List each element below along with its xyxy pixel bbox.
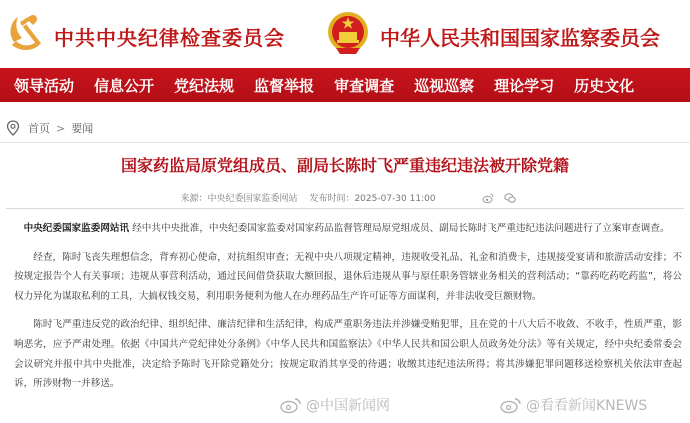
article-meta bbox=[0, 191, 690, 204]
breadcrumb bbox=[6, 120, 93, 136]
article-paragraph-1-text: 经中共中央批准，中央纪委国家监委对国家药品监督管理局原党组成员、副局长陈时飞严重违纪违法问题进行了立案审查调查。 bbox=[129, 223, 670, 234]
nav-item-leadership[interactable]: 领导活动 bbox=[14, 76, 75, 95]
nav-item-theory[interactable]: 理论学习 bbox=[494, 76, 555, 95]
main-nav bbox=[0, 68, 690, 102]
nav-item-regulations[interactable]: 党纪法规 bbox=[174, 76, 235, 95]
article-paragraph-3: 陈时飞严重违反党的政治纪律、组织纪律、廉洁纪律和生活纪律，构成严重职务违法并涉嫌受贿犯罪，且在党的十八大后不收敛、不收手，性质严重，影响恶劣，应予严肃处理。依据《中国共产党纪律处分条例》《中华人民共和国监察法》《中华人民共和国公职人员政务处分法》等有关规定，经中央纪委常委会会议研究并报中共中央批准，决定给予陈时飞开除党籍处分；按规定取消其享受的待遇；收缴其违纪违法所得；将其涉嫌犯罪问题移送检察机关依法审查起诉，所涉财物一并移送。 bbox=[14, 319, 682, 390]
breadcrumb-current-link[interactable]: 要闻 bbox=[71, 122, 94, 135]
weibo-logo-icon bbox=[500, 396, 522, 414]
weibo-logo-icon bbox=[280, 396, 302, 414]
nav-item-info-disclosure[interactable]: 信息公开 bbox=[94, 76, 155, 95]
header-divider bbox=[0, 142, 690, 143]
party-emblem-icon bbox=[6, 12, 46, 54]
share-tools bbox=[472, 192, 516, 204]
watermark-chinanews-text: @中国新闻网 bbox=[306, 398, 390, 414]
nav-item-report[interactable]: 监督举报 bbox=[254, 76, 315, 95]
article-lead: 中央纪委国家监委网站讯 bbox=[23, 223, 130, 234]
meta-divider bbox=[6, 208, 684, 209]
breadcrumb-separator: > bbox=[56, 121, 66, 135]
location-pin-icon bbox=[6, 120, 20, 136]
nav-item-history[interactable]: 历史文化 bbox=[574, 76, 635, 95]
watermark-chinanews bbox=[280, 395, 390, 415]
article-source: 来源：中央纪委国家监委网站 bbox=[180, 194, 298, 204]
article-body bbox=[14, 219, 682, 403]
state-emblem-icon bbox=[326, 10, 370, 56]
org-title-right: 中华人民共和国国家监察委员会 bbox=[380, 26, 660, 50]
article-date: 发布时间：2025-07-30 11:00 bbox=[309, 194, 436, 204]
breadcrumb-home-link[interactable]: 首页 bbox=[28, 122, 50, 135]
watermark-knews bbox=[500, 395, 647, 415]
article-title: 国家药监局原党组成员、副局长陈时飞严重违纪违法被开除党籍 bbox=[120, 156, 569, 175]
site-header bbox=[0, 0, 690, 68]
org-title-left: 中共中央纪律检查委员会 bbox=[54, 26, 285, 50]
nav-item-investigation[interactable]: 审查调查 bbox=[334, 76, 395, 95]
watermark-knews-text: @看看新闻KNEWS bbox=[526, 398, 648, 414]
article-paragraph-1 bbox=[14, 219, 682, 239]
nav-item-inspection[interactable]: 巡视巡察 bbox=[414, 76, 475, 95]
wechat-share-icon[interactable] bbox=[504, 192, 516, 204]
weibo-share-icon[interactable] bbox=[482, 192, 494, 204]
article-paragraph-2: 经查，陈时飞丧失理想信念，背弃初心使命，对抗组织审查；无视中央八项规定精神，违规收受礼品、礼金和消费卡，违规接受宴请和旅游活动安排；不按规定报告个人有关事项；违规从事营利活动，通过民间借贷获取大额回报，退休后违规从事与原任职务管辖业务相关的营利活动；“靠药吃药吃药监”，将公权力异化为谋取私利的工具，大搞权钱交易，利用职务便利为他人在办理药品生产许可证等方面谋利，并非法收受巨额财物。 bbox=[14, 251, 682, 302]
